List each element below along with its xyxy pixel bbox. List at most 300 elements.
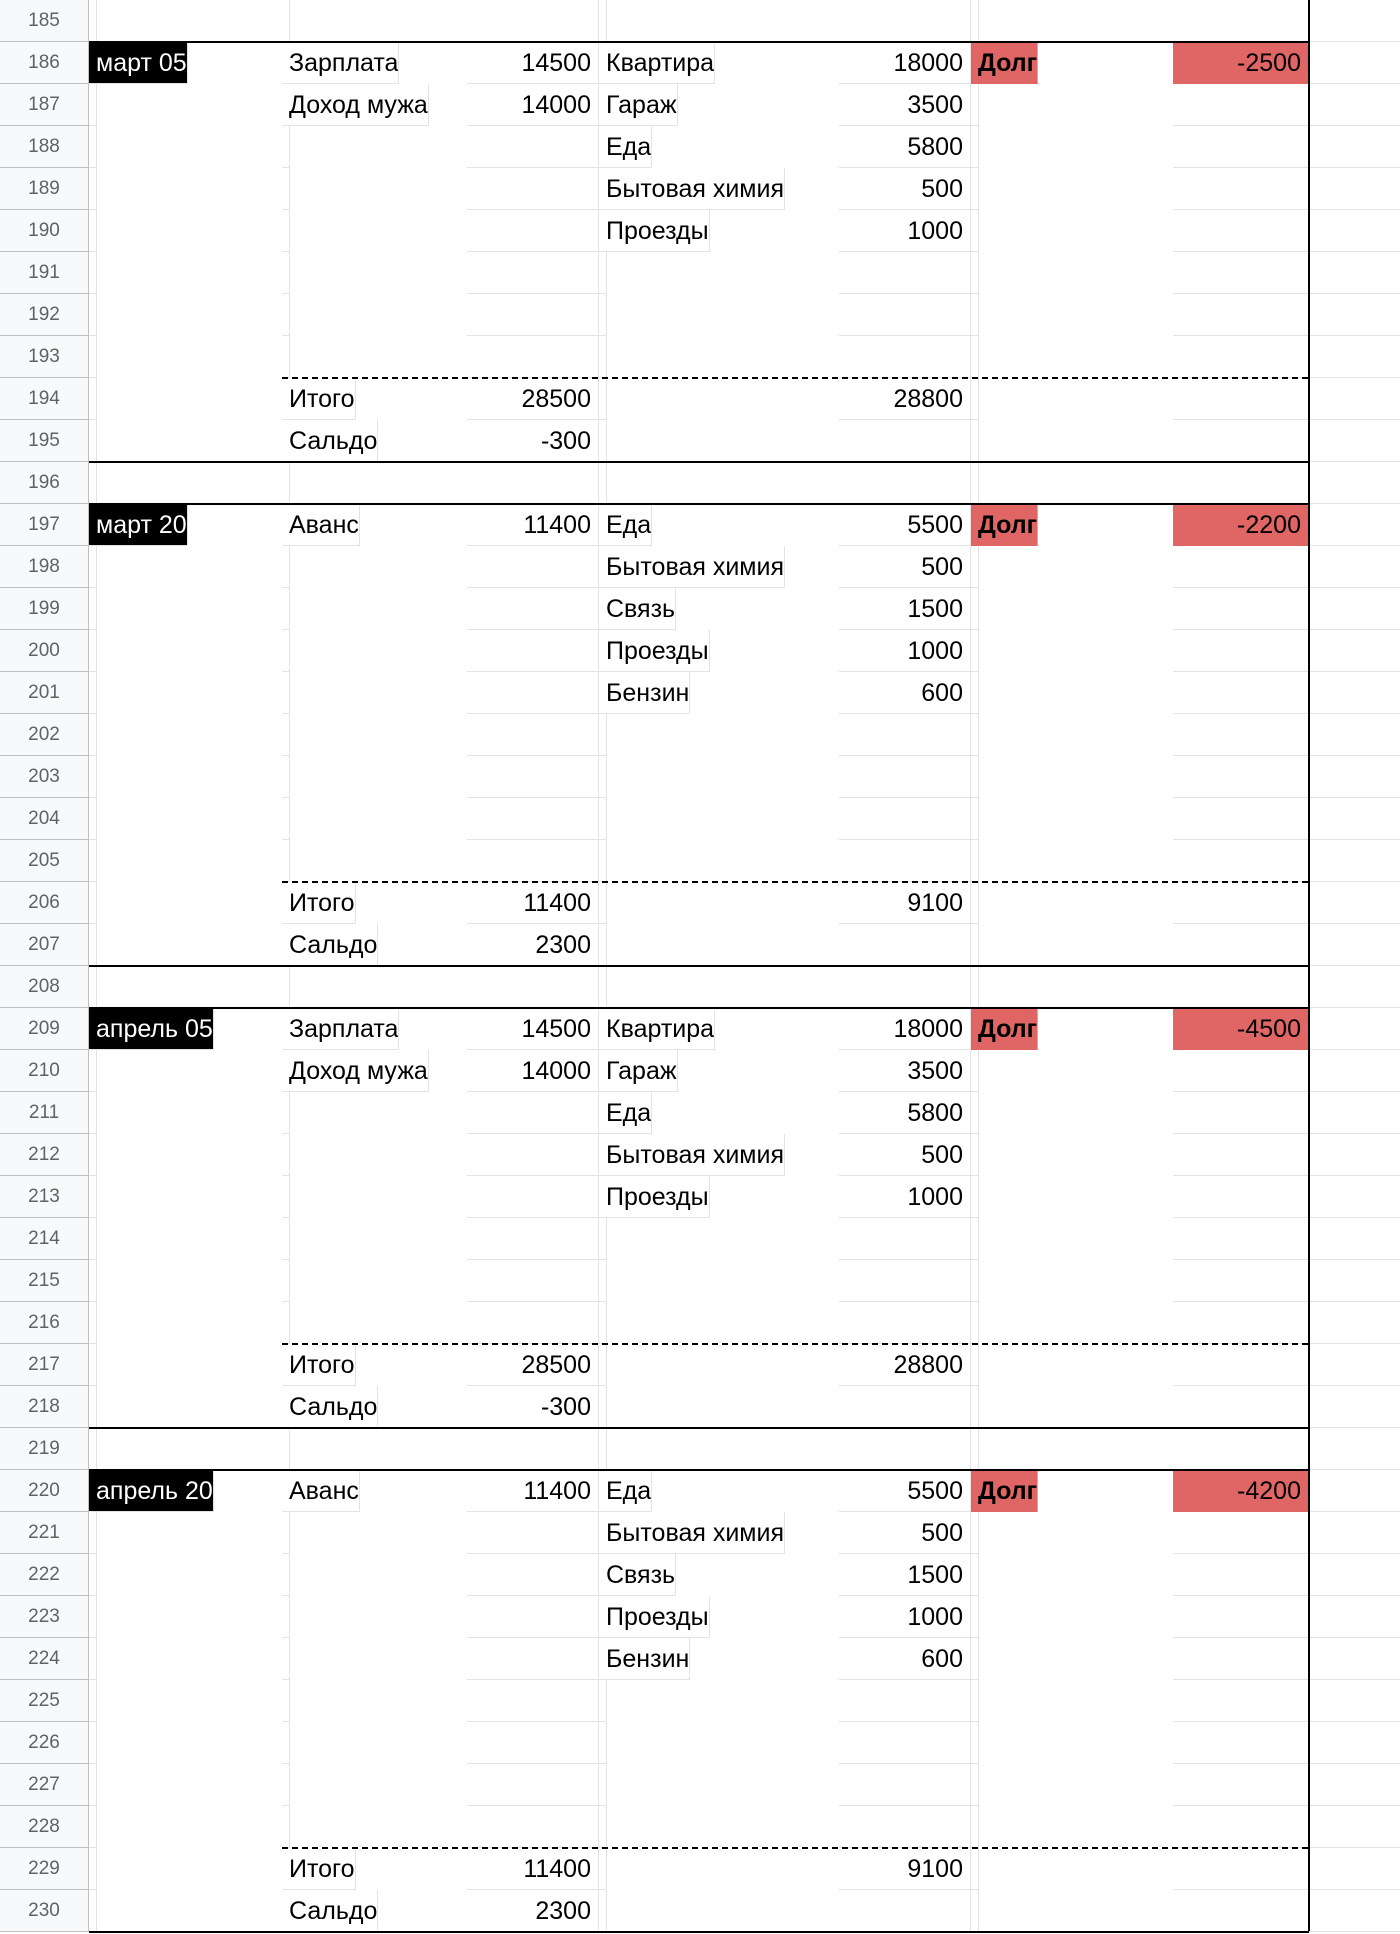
income-name-cell[interactable] [282,1764,290,1806]
empty-cell[interactable] [1309,1470,1400,1512]
period-label-cell[interactable]: март 05 [89,42,188,84]
period-label-cell[interactable]: апрель 20 [89,1470,214,1512]
debt-label-cell[interactable] [971,672,979,714]
expense-name-cell[interactable] [599,924,607,966]
period-label-cell[interactable] [89,966,97,1008]
empty-cell[interactable] [1309,1554,1400,1596]
debt-value-cell[interactable] [1173,336,1309,378]
income-name-cell[interactable] [282,672,290,714]
expense-name-cell[interactable] [599,336,607,378]
period-label-cell[interactable] [89,1302,97,1344]
income-name-cell[interactable] [282,210,290,252]
debt-value-cell[interactable] [1173,1596,1309,1638]
expense-name-cell[interactable] [599,1386,607,1428]
debt-label-cell[interactable] [971,462,979,504]
debt-value-cell[interactable] [1173,1890,1309,1932]
expense-name-cell[interactable] [599,1428,607,1470]
empty-cell[interactable] [1309,672,1400,714]
row-header[interactable]: 197 [0,504,89,546]
expense-name-cell[interactable]: Бензин [599,672,690,714]
debt-label-cell[interactable] [971,252,979,294]
period-label-cell[interactable] [89,126,97,168]
expense-value-cell[interactable] [839,252,971,294]
debt-label-cell[interactable] [971,1848,979,1890]
income-value-cell[interactable] [467,1764,599,1806]
row-header[interactable]: 207 [0,924,89,966]
income-value-cell[interactable] [467,126,599,168]
row-header[interactable]: 187 [0,84,89,126]
expense-name-cell[interactable] [599,420,607,462]
debt-label-cell[interactable] [971,1680,979,1722]
expense-value-cell[interactable]: 500 [839,1512,971,1554]
debt-label-cell[interactable]: Долг [971,1470,1038,1512]
income-value-cell[interactable] [467,1596,599,1638]
debt-value-cell[interactable] [1173,924,1309,966]
row-header[interactable]: 218 [0,1386,89,1428]
debt-value-cell[interactable] [1173,546,1309,588]
expense-value-cell[interactable]: 500 [839,546,971,588]
period-label-cell[interactable] [89,1218,97,1260]
debt-label-cell[interactable] [971,756,979,798]
income-value-cell[interactable] [467,462,599,504]
empty-cell[interactable] [1309,0,1400,42]
income-value-cell[interactable] [467,840,599,882]
debt-value-cell[interactable] [1173,420,1309,462]
period-label-cell[interactable] [89,168,97,210]
period-label-cell[interactable] [89,1806,97,1848]
debt-label-cell[interactable] [971,84,979,126]
debt-value-cell[interactable] [1173,210,1309,252]
expense-name-cell[interactable] [599,1764,607,1806]
income-value-cell[interactable]: 14500 [467,1008,599,1050]
period-label-cell[interactable] [89,546,97,588]
expense-value-cell[interactable] [839,1890,971,1932]
expense-value-cell[interactable] [839,1722,971,1764]
income-value-cell[interactable] [467,294,599,336]
expense-name-cell[interactable]: Бытовая химия [599,1134,785,1176]
expense-value-cell[interactable]: 9100 [839,1848,971,1890]
period-label-cell[interactable] [89,1428,97,1470]
period-label-cell[interactable] [89,882,97,924]
debt-value-cell[interactable] [1173,1764,1309,1806]
income-value-cell[interactable] [467,1428,599,1470]
debt-value-cell[interactable] [1173,1680,1309,1722]
debt-value-cell[interactable] [1173,126,1309,168]
income-value-cell[interactable]: 14500 [467,42,599,84]
debt-label-cell[interactable] [971,714,979,756]
debt-value-cell[interactable] [1173,1638,1309,1680]
row-header[interactable]: 226 [0,1722,89,1764]
empty-cell[interactable] [1309,1638,1400,1680]
debt-value-cell[interactable] [1173,714,1309,756]
row-header[interactable]: 214 [0,1218,89,1260]
debt-label-cell[interactable] [971,966,979,1008]
empty-cell[interactable] [1309,1344,1400,1386]
expense-value-cell[interactable]: 1000 [839,210,971,252]
debt-label-cell[interactable] [971,1722,979,1764]
row-header[interactable]: 193 [0,336,89,378]
expense-name-cell[interactable]: Гараж [599,1050,678,1092]
expense-value-cell[interactable] [839,1428,971,1470]
period-label-cell[interactable] [89,714,97,756]
debt-value-cell[interactable] [1173,672,1309,714]
income-value-cell[interactable] [467,672,599,714]
debt-label-cell[interactable] [971,1344,979,1386]
income-name-cell[interactable]: Аванс [282,1470,360,1512]
income-value-cell[interactable]: -300 [467,1386,599,1428]
expense-value-cell[interactable]: 600 [839,1638,971,1680]
empty-cell[interactable] [1309,1092,1400,1134]
period-label-cell[interactable] [89,1512,97,1554]
expense-name-cell[interactable]: Связь [599,588,676,630]
row-header[interactable]: 217 [0,1344,89,1386]
expense-value-cell[interactable]: 18000 [839,1008,971,1050]
period-label-cell[interactable] [89,252,97,294]
debt-label-cell[interactable]: Долг [971,504,1038,546]
expense-value-cell[interactable] [839,1806,971,1848]
income-value-cell[interactable] [467,1134,599,1176]
expense-name-cell[interactable] [599,294,607,336]
income-value-cell[interactable]: 14000 [467,1050,599,1092]
expense-value-cell[interactable]: 1000 [839,630,971,672]
row-header[interactable]: 220 [0,1470,89,1512]
debt-label-cell[interactable] [971,1218,979,1260]
debt-value-cell[interactable] [1173,1050,1309,1092]
period-label-cell[interactable] [89,336,97,378]
empty-cell[interactable] [1309,1890,1400,1932]
debt-value-cell[interactable]: -4500 [1173,1008,1309,1050]
income-value-cell[interactable] [467,1512,599,1554]
income-name-cell[interactable]: Итого [282,882,356,924]
income-name-cell[interactable] [282,168,290,210]
income-value-cell[interactable] [467,798,599,840]
debt-label-cell[interactable] [971,798,979,840]
period-label-cell[interactable] [89,0,97,42]
income-value-cell[interactable] [467,714,599,756]
period-label-cell[interactable] [89,1764,97,1806]
debt-value-cell[interactable] [1173,1302,1309,1344]
empty-cell[interactable] [1309,42,1400,84]
empty-cell[interactable] [1309,1428,1400,1470]
expense-value-cell[interactable] [839,966,971,1008]
row-header[interactable]: 212 [0,1134,89,1176]
debt-label-cell[interactable] [971,546,979,588]
period-label-cell[interactable]: март 20 [89,504,188,546]
debt-label-cell[interactable] [971,378,979,420]
expense-name-cell[interactable]: Еда [599,1092,652,1134]
debt-label-cell[interactable]: Долг [971,42,1038,84]
empty-cell[interactable] [1309,168,1400,210]
debt-label-cell[interactable] [971,168,979,210]
debt-value-cell[interactable] [1173,630,1309,672]
row-header[interactable]: 206 [0,882,89,924]
expense-value-cell[interactable]: 1000 [839,1596,971,1638]
row-header[interactable]: 209 [0,1008,89,1050]
expense-value-cell[interactable] [839,714,971,756]
row-header[interactable]: 210 [0,1050,89,1092]
income-value-cell[interactable]: 28500 [467,378,599,420]
income-value-cell[interactable] [467,966,599,1008]
debt-value-cell[interactable] [1173,1722,1309,1764]
income-value-cell[interactable] [467,1554,599,1596]
expense-value-cell[interactable]: 5500 [839,1470,971,1512]
expense-value-cell[interactable]: 1000 [839,1176,971,1218]
period-label-cell[interactable] [89,1050,97,1092]
row-header[interactable]: 205 [0,840,89,882]
empty-cell[interactable] [1309,1134,1400,1176]
debt-label-cell[interactable]: Долг [971,1008,1038,1050]
row-header[interactable]: 224 [0,1638,89,1680]
expense-value-cell[interactable] [839,336,971,378]
income-value-cell[interactable] [467,1638,599,1680]
income-value-cell[interactable]: 28500 [467,1344,599,1386]
income-name-cell[interactable]: Сальдо [282,420,378,462]
debt-value-cell[interactable] [1173,1806,1309,1848]
income-value-cell[interactable]: 11400 [467,1848,599,1890]
income-value-cell[interactable]: 11400 [467,504,599,546]
period-label-cell[interactable] [89,294,97,336]
period-label-cell[interactable] [89,1260,97,1302]
debt-value-cell[interactable] [1173,1344,1309,1386]
row-header[interactable]: 213 [0,1176,89,1218]
expense-value-cell[interactable]: 18000 [839,42,971,84]
row-header[interactable]: 221 [0,1512,89,1554]
period-label-cell[interactable] [89,924,97,966]
row-header[interactable]: 198 [0,546,89,588]
income-name-cell[interactable]: Зарплата [282,42,399,84]
expense-value-cell[interactable]: 5500 [839,504,971,546]
expense-name-cell[interactable] [599,1848,607,1890]
debt-value-cell[interactable] [1173,966,1309,1008]
row-header[interactable]: 189 [0,168,89,210]
income-value-cell[interactable] [467,210,599,252]
income-name-cell[interactable] [282,546,290,588]
income-value-cell[interactable] [467,588,599,630]
empty-cell[interactable] [1309,924,1400,966]
expense-value-cell[interactable]: 9100 [839,882,971,924]
debt-label-cell[interactable] [971,1386,979,1428]
income-value-cell[interactable] [467,1680,599,1722]
empty-cell[interactable] [1309,1764,1400,1806]
empty-cell[interactable] [1309,798,1400,840]
debt-value-cell[interactable] [1173,1848,1309,1890]
expense-value-cell[interactable]: 3500 [839,1050,971,1092]
debt-label-cell[interactable] [971,1554,979,1596]
income-name-cell[interactable]: Сальдо [282,1890,378,1932]
income-name-cell[interactable] [282,1092,290,1134]
period-label-cell[interactable] [89,672,97,714]
expense-name-cell[interactable] [599,798,607,840]
period-label-cell[interactable] [89,1596,97,1638]
row-header[interactable]: 230 [0,1890,89,1932]
row-header[interactable]: 201 [0,672,89,714]
period-label-cell[interactable] [89,210,97,252]
income-value-cell[interactable] [467,1176,599,1218]
row-header[interactable]: 202 [0,714,89,756]
expense-name-cell[interactable] [599,966,607,1008]
income-name-cell[interactable] [282,1806,290,1848]
debt-value-cell[interactable] [1173,252,1309,294]
row-header[interactable]: 229 [0,1848,89,1890]
income-name-cell[interactable] [282,714,290,756]
income-value-cell[interactable] [467,1722,599,1764]
period-label-cell[interactable] [89,1848,97,1890]
period-label-cell[interactable] [89,1344,97,1386]
debt-value-cell[interactable] [1173,798,1309,840]
expense-name-cell[interactable] [599,0,607,42]
expense-name-cell[interactable] [599,1218,607,1260]
debt-value-cell[interactable]: -4200 [1173,1470,1309,1512]
empty-cell[interactable] [1309,1512,1400,1554]
income-value-cell[interactable]: 14000 [467,84,599,126]
debt-label-cell[interactable] [971,1260,979,1302]
debt-label-cell[interactable] [971,210,979,252]
expense-name-cell[interactable]: Проезды [599,1596,710,1638]
expense-name-cell[interactable]: Бытовая химия [599,1512,785,1554]
empty-cell[interactable] [1309,588,1400,630]
expense-name-cell[interactable] [599,1302,607,1344]
income-value-cell[interactable]: -300 [467,420,599,462]
expense-name-cell[interactable]: Связь [599,1554,676,1596]
expense-value-cell[interactable]: 28800 [839,378,971,420]
expense-name-cell[interactable] [599,1344,607,1386]
debt-label-cell[interactable] [971,1176,979,1218]
row-header[interactable]: 222 [0,1554,89,1596]
expense-name-cell[interactable] [599,840,607,882]
expense-name-cell[interactable]: Квартира [599,42,715,84]
expense-name-cell[interactable] [599,882,607,924]
debt-label-cell[interactable] [971,882,979,924]
row-header[interactable]: 185 [0,0,89,42]
income-name-cell[interactable] [282,840,290,882]
debt-value-cell[interactable]: -2200 [1173,504,1309,546]
expense-name-cell[interactable] [599,1806,607,1848]
income-value-cell[interactable] [467,1302,599,1344]
income-name-cell[interactable] [282,798,290,840]
income-value-cell[interactable] [467,546,599,588]
income-name-cell[interactable]: Сальдо [282,924,378,966]
income-value-cell[interactable] [467,1218,599,1260]
income-name-cell[interactable] [282,1428,290,1470]
empty-cell[interactable] [1309,336,1400,378]
income-name-cell[interactable] [282,1302,290,1344]
income-value-cell[interactable] [467,252,599,294]
empty-cell[interactable] [1309,714,1400,756]
income-name-cell[interactable] [282,1260,290,1302]
empty-cell[interactable] [1309,420,1400,462]
period-label-cell[interactable] [89,630,97,672]
empty-cell[interactable] [1309,294,1400,336]
debt-value-cell[interactable] [1173,378,1309,420]
income-value-cell[interactable]: 2300 [467,924,599,966]
empty-cell[interactable] [1309,1218,1400,1260]
row-header[interactable]: 215 [0,1260,89,1302]
debt-label-cell[interactable] [971,630,979,672]
income-name-cell[interactable]: Зарплата [282,1008,399,1050]
debt-label-cell[interactable] [971,588,979,630]
income-name-cell[interactable] [282,1512,290,1554]
empty-cell[interactable] [1309,84,1400,126]
period-label-cell[interactable] [89,1638,97,1680]
debt-value-cell[interactable] [1173,1428,1309,1470]
period-label-cell[interactable] [89,1176,97,1218]
income-name-cell[interactable]: Доход мужа [282,84,429,126]
debt-value-cell[interactable] [1173,84,1309,126]
expense-value-cell[interactable]: 600 [839,672,971,714]
income-name-cell[interactable] [282,336,290,378]
empty-cell[interactable] [1309,504,1400,546]
debt-label-cell[interactable] [971,1428,979,1470]
expense-value-cell[interactable] [839,1260,971,1302]
expense-name-cell[interactable] [599,252,607,294]
empty-cell[interactable] [1309,1386,1400,1428]
period-label-cell[interactable] [89,798,97,840]
expense-value-cell[interactable]: 1500 [839,1554,971,1596]
debt-value-cell[interactable] [1173,1386,1309,1428]
expense-name-cell[interactable]: Гараж [599,84,678,126]
income-value-cell[interactable]: 2300 [467,1890,599,1932]
row-header[interactable]: 216 [0,1302,89,1344]
expense-value-cell[interactable] [839,1680,971,1722]
expense-name-cell[interactable] [599,1722,607,1764]
period-label-cell[interactable] [89,1722,97,1764]
row-header[interactable]: 196 [0,462,89,504]
debt-label-cell[interactable] [971,1764,979,1806]
expense-value-cell[interactable] [839,462,971,504]
income-value-cell[interactable] [467,756,599,798]
income-name-cell[interactable] [282,294,290,336]
income-name-cell[interactable] [282,0,290,42]
income-name-cell[interactable] [282,588,290,630]
expense-name-cell[interactable] [599,714,607,756]
debt-value-cell[interactable] [1173,882,1309,924]
income-name-cell[interactable] [282,1638,290,1680]
empty-cell[interactable] [1309,378,1400,420]
expense-value-cell[interactable] [839,294,971,336]
empty-cell[interactable] [1309,966,1400,1008]
debt-value-cell[interactable] [1173,294,1309,336]
empty-cell[interactable] [1309,1722,1400,1764]
period-label-cell[interactable] [89,1554,97,1596]
debt-label-cell[interactable] [971,1512,979,1554]
debt-label-cell[interactable] [971,420,979,462]
expense-value-cell[interactable] [839,420,971,462]
expense-value-cell[interactable] [839,1218,971,1260]
row-header[interactable]: 219 [0,1428,89,1470]
income-name-cell[interactable]: Сальдо [282,1386,378,1428]
empty-cell[interactable] [1309,756,1400,798]
row-header[interactable]: 211 [0,1092,89,1134]
row-header[interactable]: 188 [0,126,89,168]
income-name-cell[interactable] [282,126,290,168]
period-label-cell[interactable] [89,840,97,882]
expense-value-cell[interactable] [839,798,971,840]
income-name-cell[interactable] [282,1680,290,1722]
expense-name-cell[interactable] [599,462,607,504]
debt-label-cell[interactable] [971,126,979,168]
debt-label-cell[interactable] [971,1134,979,1176]
expense-name-cell[interactable]: Бензин [599,1638,690,1680]
empty-cell[interactable] [1309,1050,1400,1092]
income-name-cell[interactable] [282,1218,290,1260]
expense-name-cell[interactable]: Бытовая химия [599,546,785,588]
income-name-cell[interactable]: Аванс [282,504,360,546]
income-name-cell[interactable] [282,756,290,798]
income-value-cell[interactable] [467,168,599,210]
row-header[interactable]: 204 [0,798,89,840]
empty-cell[interactable] [1309,1596,1400,1638]
income-value-cell[interactable] [467,1092,599,1134]
